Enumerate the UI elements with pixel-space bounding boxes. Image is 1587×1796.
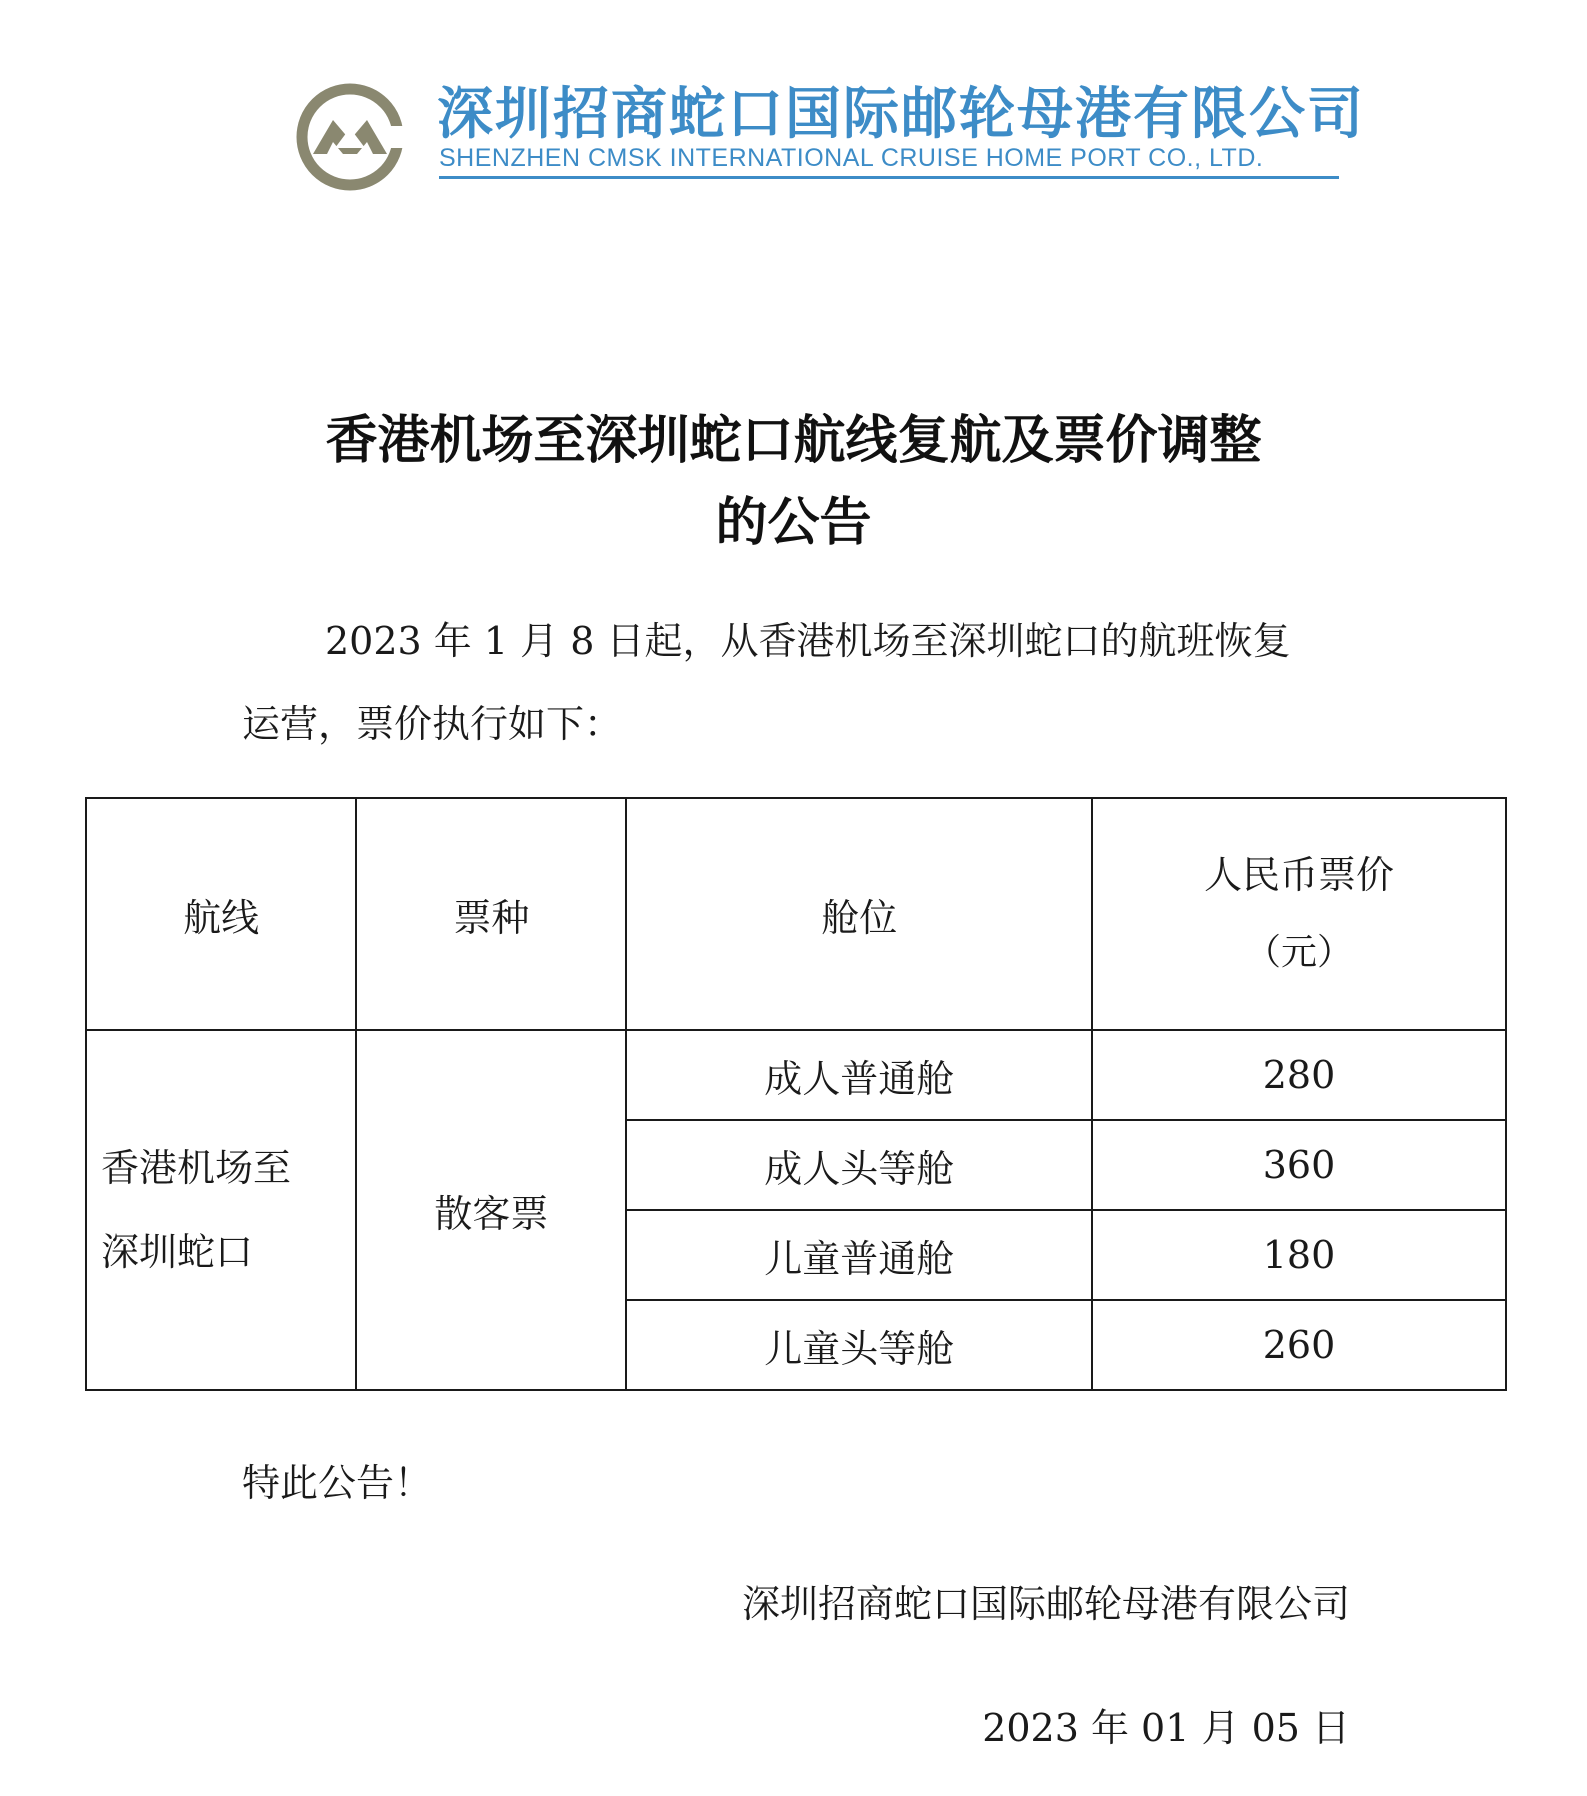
fare-table-header-row	[86, 798, 1506, 1030]
body-paragraph-line2: 运营，票价执行如下：	[242, 702, 623, 746]
notice-title-line2: 的公告	[715, 493, 872, 553]
company-name-cn: 深圳招商蛇口国际邮轮母港有限公司	[437, 82, 1365, 147]
header-cabin: 舱位	[626, 798, 1092, 1030]
header-ticket-type: 票种	[356, 798, 626, 1030]
route-line2: 深圳蛇口	[101, 1230, 254, 1274]
cmsk-logo-icon	[295, 82, 405, 192]
cabin-cell: 成人普通舱	[626, 1030, 1092, 1120]
signature-date: 2023 年 01 月 05 日	[982, 1706, 1350, 1750]
table-row	[86, 1030, 1506, 1120]
price-cell: 180	[1092, 1210, 1506, 1300]
cabin-cell: 儿童普通舱	[626, 1210, 1092, 1300]
signature-company: 深圳招商蛇口国际邮轮母港有限公司	[741, 1582, 1350, 1626]
price-cell: 360	[1092, 1120, 1506, 1210]
price-cell: 280	[1092, 1030, 1506, 1120]
cabin-cell: 成人头等舱	[626, 1120, 1092, 1210]
letterhead-divider	[439, 176, 1339, 179]
notice-title-line1: 香港机场至深圳蛇口航线复航及票价调整	[325, 411, 1262, 471]
company-name-en: SHENZHEN CMSK INTERNATIONAL CRUISE HOME PORT CO., LTD.	[439, 144, 1264, 172]
closing-statement: 特此公告！	[242, 1461, 433, 1505]
header-price-unit: （元）	[1244, 932, 1353, 973]
header-price	[1092, 798, 1506, 1030]
header-price-label: 人民币票价	[1203, 853, 1394, 897]
fare-table	[85, 797, 1507, 1391]
route-line1: 香港机场至	[101, 1146, 292, 1190]
ticket-type-cell: 散客票	[356, 1030, 626, 1390]
letterhead	[295, 70, 1365, 200]
body-paragraph-line1: 2023 年 1 月 8 日起，从香港机场至深圳蛇口的航班恢复	[325, 619, 1291, 663]
price-cell: 260	[1092, 1300, 1506, 1390]
header-route: 航线	[86, 798, 356, 1030]
cabin-cell: 儿童头等舱	[626, 1300, 1092, 1390]
route-cell	[86, 1030, 356, 1390]
